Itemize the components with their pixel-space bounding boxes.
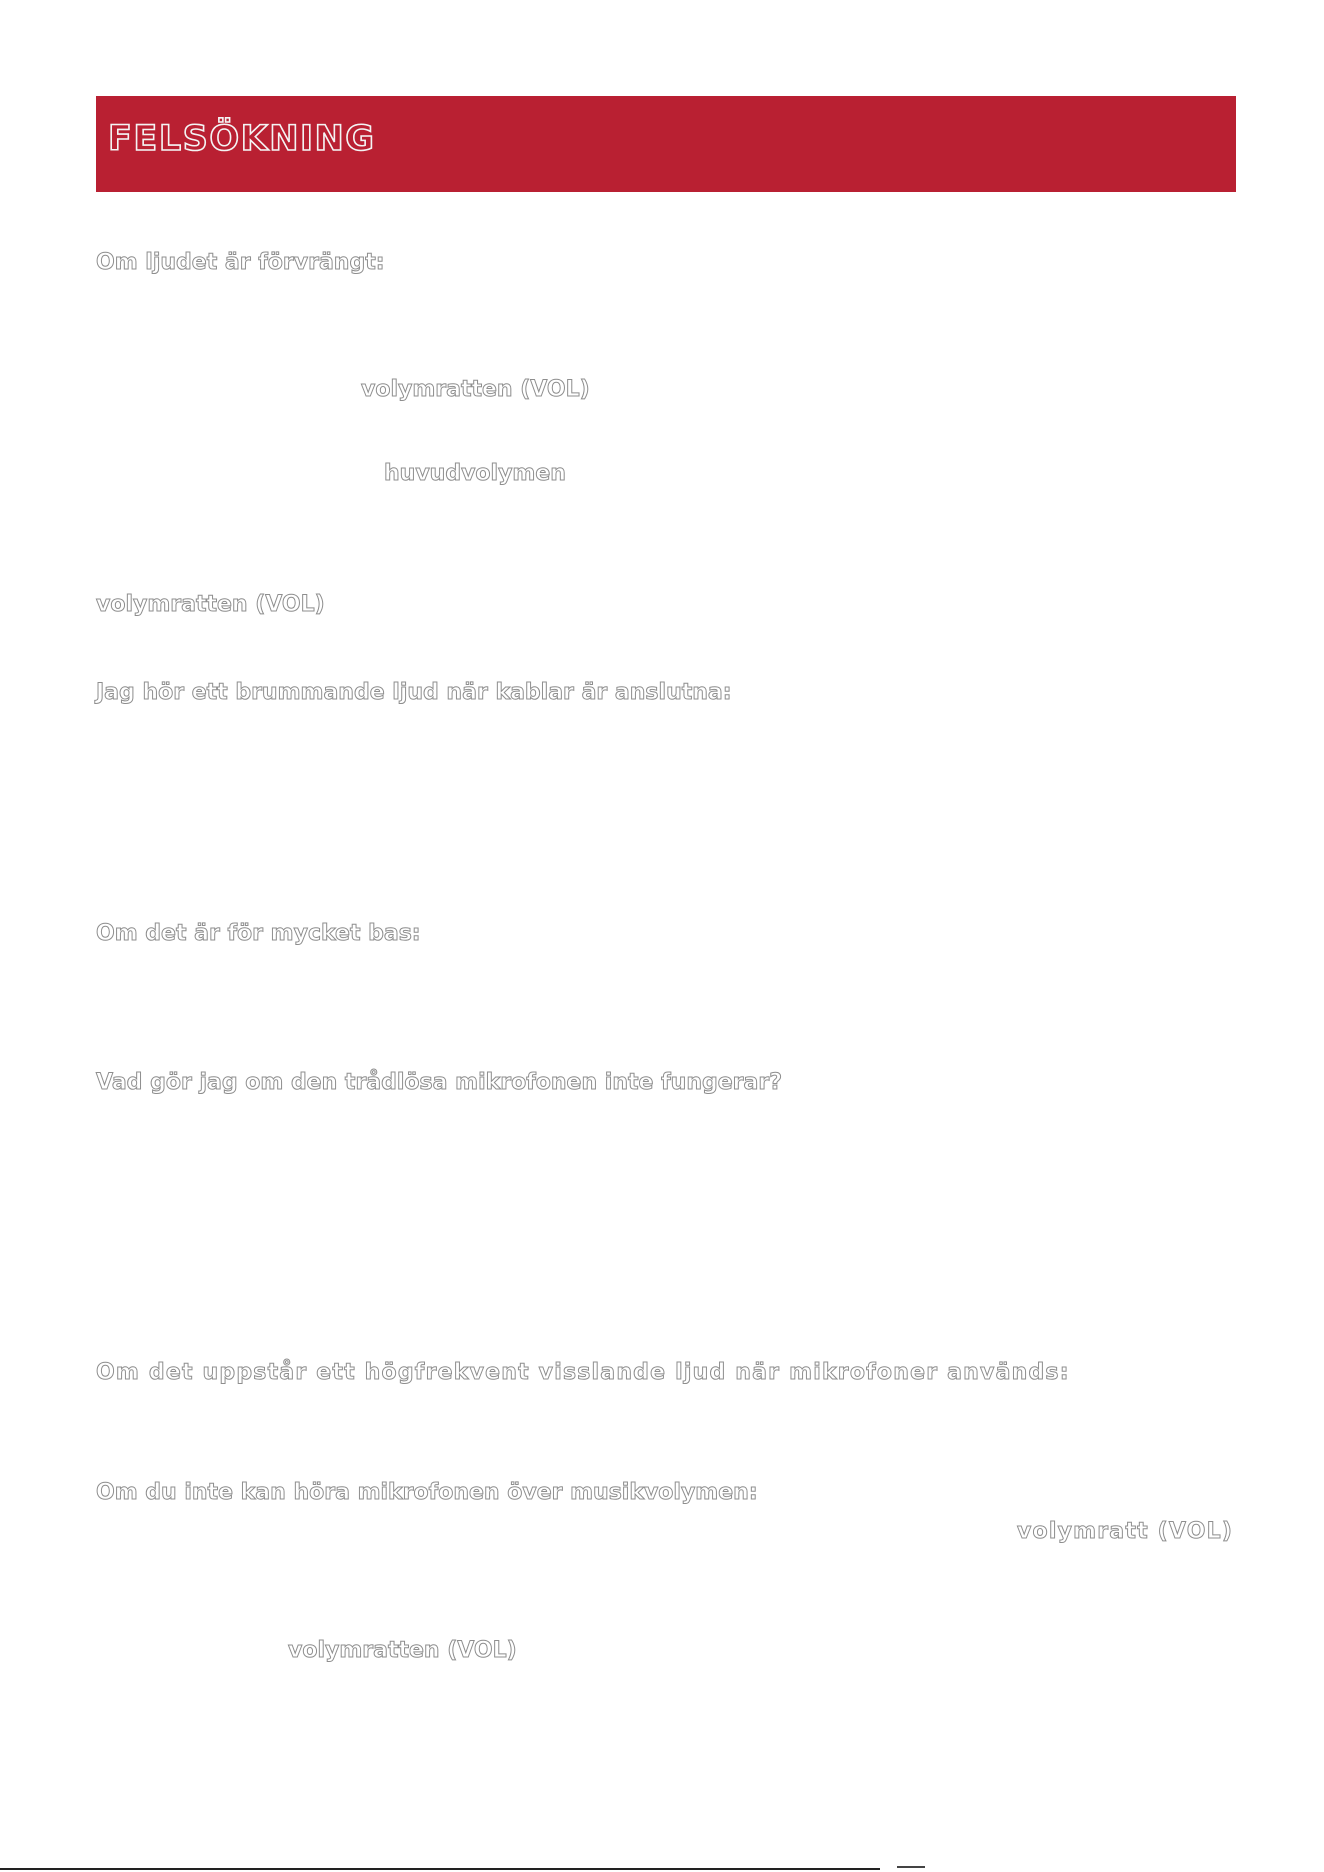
- heading-feedback-whistle: Om det uppstår ett högfrekvent visslande ljud när mikrofoner används:: [96, 1360, 1070, 1385]
- page-title: FELSÖKNING: [108, 119, 376, 159]
- inline-term-volume-knob-4: volymratten (VOL): [288, 1638, 517, 1663]
- heading-distorted-sound: Om ljudet är förvrängt:: [96, 250, 385, 275]
- heading-wireless-mic: Vad gör jag om den trådlösa mikrofonen inte fungerar?: [96, 1070, 782, 1095]
- bottom-mark: [897, 1866, 925, 1868]
- heading-humming-sound: Jag hör ett brummande ljud när kablar är anslutna:: [96, 680, 732, 705]
- heading-mic-over-music: Om du inte kan höra mikrofonen över musikvolymen:: [96, 1480, 758, 1505]
- inline-term-volume-knob-2: volymratten (VOL): [96, 592, 325, 617]
- inline-term-master-volume: huvudvolymen: [384, 461, 566, 486]
- heading-too-much-bass: Om det är för mycket bas:: [96, 921, 421, 946]
- bottom-rule: [0, 1868, 880, 1870]
- inline-term-volume-knob-3: volymratt (VOL): [1017, 1519, 1234, 1544]
- section-banner: [96, 96, 1236, 192]
- inline-term-volume-knob: volymratten (VOL): [361, 377, 590, 402]
